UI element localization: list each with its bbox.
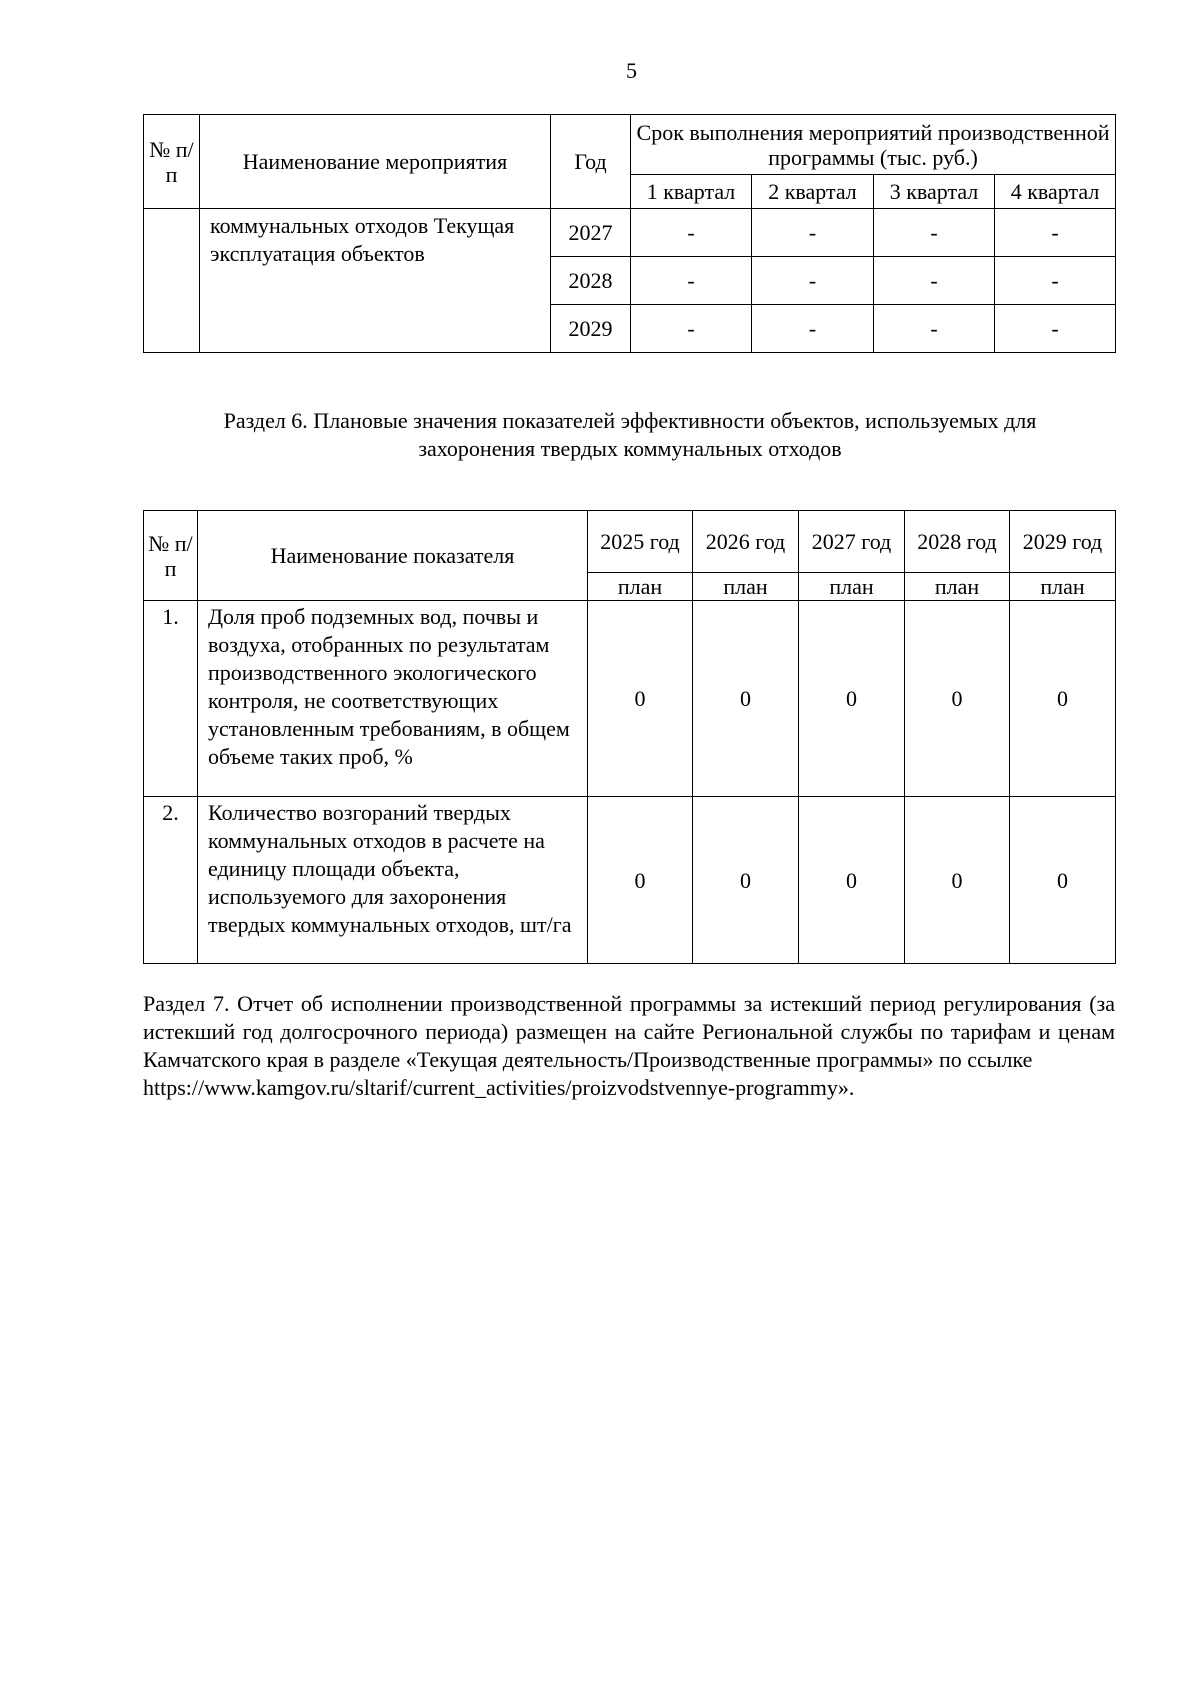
- value-cell: 0: [588, 797, 693, 964]
- value-cell: -: [995, 209, 1116, 257]
- value-cell: -: [752, 209, 874, 257]
- value-cell: 0: [799, 601, 905, 797]
- activity-name-cell: коммунальных отходов Текущая эксплуатация объектов: [200, 209, 551, 353]
- value-cell: 0: [799, 797, 905, 964]
- column-header-plan: план: [905, 573, 1010, 601]
- column-header-year: Год: [551, 115, 631, 209]
- table-row: [144, 797, 1116, 964]
- value-cell: -: [631, 305, 752, 353]
- value-cell: -: [752, 257, 874, 305]
- table-header-row: [144, 115, 1116, 175]
- column-header-plan: план: [588, 573, 693, 601]
- value-cell: -: [995, 257, 1116, 305]
- indicators-table: [143, 510, 1116, 964]
- value-cell: -: [874, 257, 995, 305]
- page-number: 5: [626, 58, 637, 83]
- column-header-indicator-name: Наименование показателя: [198, 511, 588, 601]
- section-6-heading-line-1: Раздел 6. Плановые значения показателей эффективности объектов, используемых для: [223, 408, 1037, 433]
- column-header-num: № п/п: [144, 511, 198, 601]
- column-header-year-2027: 2027 год: [799, 511, 905, 573]
- value-cell: 0: [905, 601, 1010, 797]
- section-7-link: https://www.kamgov.ru/sltarif/current_activities/proizvodstvennye-programmy».: [143, 1075, 855, 1100]
- column-header-quarter-4: 4 квартал: [995, 175, 1116, 209]
- table-header-row: [144, 511, 1116, 573]
- column-header-quarter-1: 1 квартал: [631, 175, 752, 209]
- column-header-quarter-2: 2 квартал: [752, 175, 874, 209]
- column-header-year-2025: 2025 год: [588, 511, 693, 573]
- column-header-period-group: Срок выполнения мероприятий производственной программы (тыс. руб.): [631, 115, 1116, 175]
- num-cell: [144, 209, 200, 353]
- activity-schedule-table: [143, 114, 1116, 353]
- value-cell: -: [874, 305, 995, 353]
- column-header-plan: план: [1010, 573, 1116, 601]
- column-header-year-2026: 2026 год: [693, 511, 799, 573]
- value-cell: 0: [588, 601, 693, 797]
- indicator-name-cell: Количество возгораний твердых коммунальных отходов в расчете на единицу площади объекта, используемого для захоронения твердых коммунальных отходов, шт/га: [198, 797, 588, 964]
- table-row: [144, 209, 1116, 257]
- value-cell: -: [752, 305, 874, 353]
- section-6-heading-line-2: захоронения твердых коммунальных отходов: [418, 436, 842, 461]
- column-header-quarter-3: 3 квартал: [874, 175, 995, 209]
- year-cell: 2027: [551, 209, 631, 257]
- num-cell: 2.: [144, 797, 198, 964]
- column-header-plan: план: [693, 573, 799, 601]
- value-cell: 0: [905, 797, 1010, 964]
- section-7-text: Раздел 7. Отчет об исполнении производственной программы за истекший период регулирования (за истекший год долгосрочного периода) размещен на сайте Региональной службы по тарифам и ценам Камчатского края в разделе «Текущая деятельность/Производственные программы» по ссылке: [143, 991, 1115, 1072]
- value-cell: -: [874, 209, 995, 257]
- column-header-plan: план: [799, 573, 905, 601]
- value-cell: -: [631, 209, 752, 257]
- table-row: [144, 601, 1116, 797]
- section-7-paragraph: [143, 990, 1115, 1102]
- num-cell: 1.: [144, 601, 198, 797]
- value-cell: -: [995, 305, 1116, 353]
- year-cell: 2028: [551, 257, 631, 305]
- column-header-activity-name: Наименование мероприятия: [200, 115, 551, 209]
- column-header-num: № п/п: [144, 115, 200, 209]
- value-cell: 0: [1010, 601, 1116, 797]
- column-header-year-2029: 2029 год: [1010, 511, 1116, 573]
- section-6-heading: [130, 407, 1130, 463]
- value-cell: 0: [693, 797, 799, 964]
- indicator-name-cell: Доля проб подземных вод, почвы и воздуха, отобранных по результатам производственного экологического контроля, не соответствующих установленным требованиям, в общем объеме таких проб, %: [198, 601, 588, 797]
- value-cell: 0: [1010, 797, 1116, 964]
- year-cell: 2029: [551, 305, 631, 353]
- value-cell: -: [631, 257, 752, 305]
- value-cell: 0: [693, 601, 799, 797]
- column-header-year-2028: 2028 год: [905, 511, 1010, 573]
